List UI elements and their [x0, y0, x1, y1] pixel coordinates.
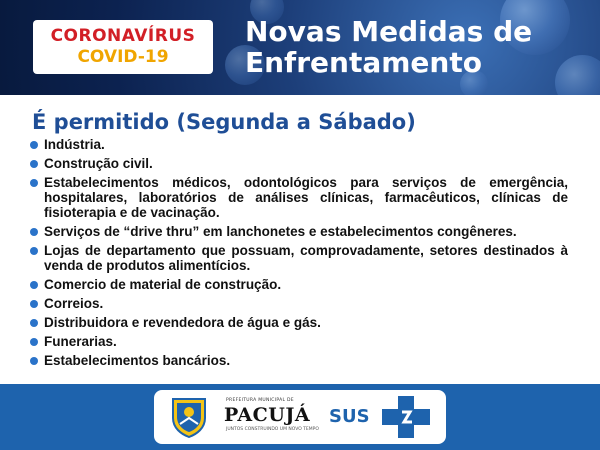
- list-item-text: Lojas de departamento que possuam, comprovadamente, setores destinados à venda de produtos alimentícios.: [44, 243, 568, 273]
- bullet-icon: [30, 247, 38, 255]
- section-title: É permitido (Segunda a Sábado): [32, 110, 416, 134]
- list-item-text: Distribuidora e revendedora de água e gás.: [44, 315, 321, 330]
- list-item-text: Serviços de “drive thru” em lanchonetes e estabelecimentos congêneres.: [44, 224, 517, 239]
- list-item-text: Indústria.: [44, 137, 105, 152]
- list-item-text: Funerarias.: [44, 334, 117, 349]
- bullet-icon: [30, 141, 38, 149]
- list-item-text: Estabelecimentos bancários.: [44, 353, 231, 368]
- city-name: PACUJÁ: [224, 404, 311, 426]
- badge-subtitle: COVID-19: [77, 47, 169, 67]
- list-item: [30, 315, 568, 330]
- list-item-text: Correios.: [44, 296, 104, 311]
- list-item: [30, 175, 568, 220]
- headline: [245, 16, 595, 78]
- bullet-icon: [30, 319, 38, 327]
- prefeitura-label: PREFEITURA MUNICIPAL DE: [226, 398, 294, 403]
- list-item: [30, 137, 568, 152]
- list-item: [30, 353, 568, 368]
- bullet-icon: [30, 160, 38, 168]
- list-item: [30, 224, 568, 239]
- list-item: [30, 277, 568, 292]
- headline-line-1: Novas Medidas de: [245, 15, 533, 48]
- coronavirus-badge: [33, 20, 213, 74]
- list-item-text: Estabelecimentos médicos, odontológicos para serviços de emergência, hospitalares, laboratórios de análises clínicas, farmacêuticos, clínicas de fisioterapia e de vacinação.: [44, 175, 568, 220]
- list-item: [30, 243, 568, 273]
- bullet-icon: [30, 179, 38, 187]
- list-item-text: Comercio de material de construção.: [44, 277, 282, 292]
- header-banner: [0, 0, 600, 95]
- headline-line-2: Enfrentamento: [245, 46, 482, 79]
- sus-cross-icon: [380, 394, 432, 440]
- footer-bar: [0, 384, 600, 450]
- city-slogan: JUNTOS CONSTRUINDO UM NOVO TEMPO: [226, 427, 319, 432]
- sus-label: SUS: [329, 406, 370, 427]
- bullet-icon: [30, 338, 38, 346]
- list-item: [30, 296, 568, 311]
- municipal-crest-icon: [170, 396, 208, 438]
- footer-logos-card: [154, 390, 446, 444]
- badge-title: CORONAVÍRUS: [50, 26, 196, 46]
- permitted-list: [30, 137, 568, 372]
- list-item: [30, 334, 568, 349]
- bullet-icon: [30, 281, 38, 289]
- bullet-icon: [30, 357, 38, 365]
- bullet-icon: [30, 228, 38, 236]
- bullet-icon: [30, 300, 38, 308]
- list-item: [30, 156, 568, 171]
- list-item-text: Construção civil.: [44, 156, 153, 171]
